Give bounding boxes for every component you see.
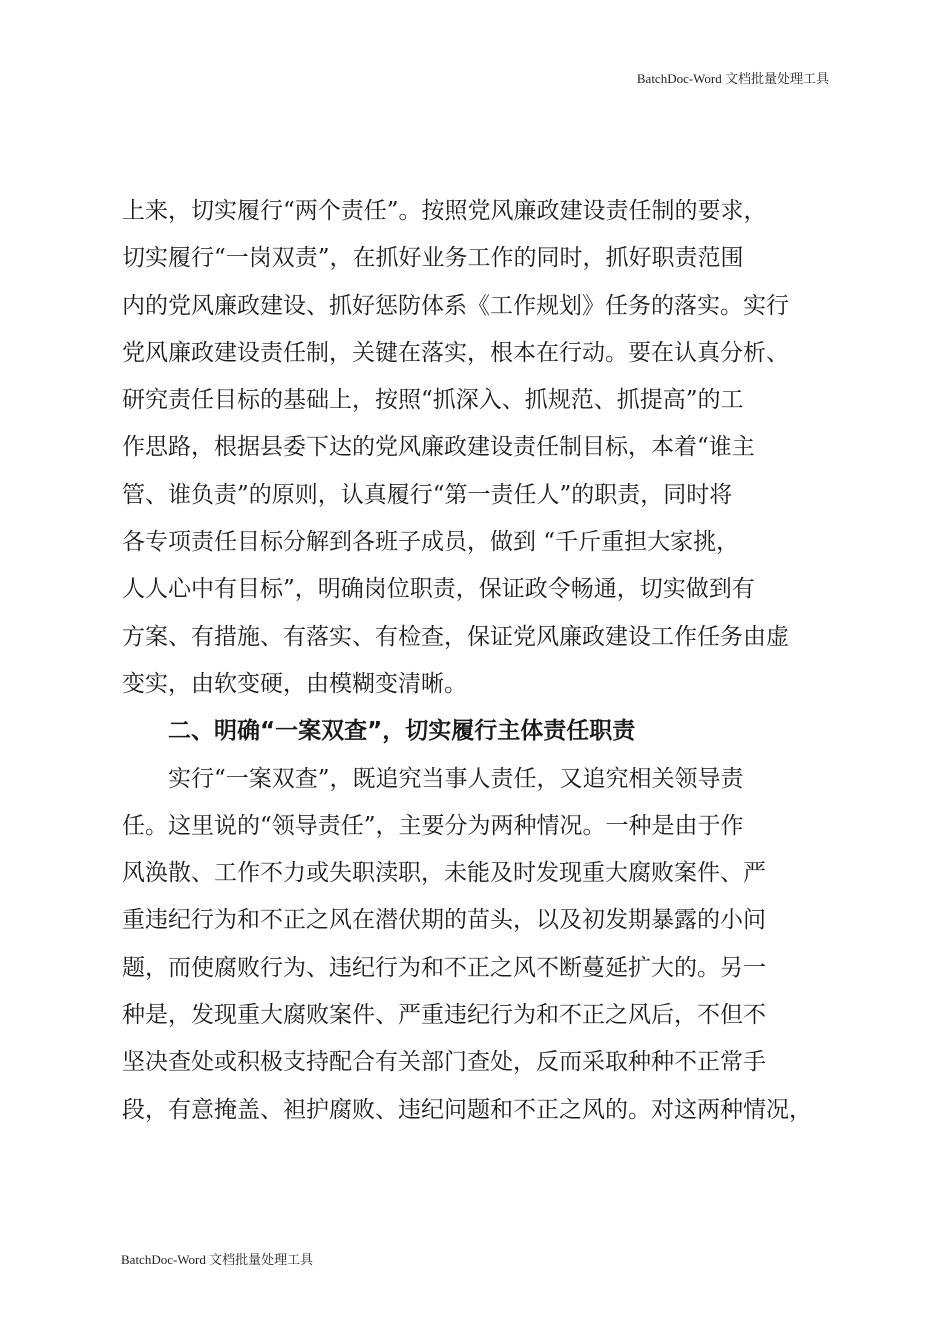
paragraph-line: 任。这里说的“领导责任”，主要分为两种情况。一种是由于作 xyxy=(122,812,744,839)
paragraph-line: 题，而使腐败行为、违纪行为和不正之风不断蔓延扩大的。另一 xyxy=(122,954,766,981)
paragraph-line: 段，有意掩盖、袒护腐败、违纪问题和不正之风的。对这两种情况， xyxy=(122,1096,812,1123)
paragraph-line: 方案、有措施、有落实、有检查，保证党风廉政建设工作任务由虚 xyxy=(122,623,789,650)
paragraph-line: 人人心中有目标”，明确岗位职责，保证政令畅通，切实做到有 xyxy=(122,576,755,603)
paragraph-line: 风涣散、工作不力或失职渎职，未能及时发现重大腐败案件、严 xyxy=(122,860,766,887)
paragraph-line: 研究责任目标的基础上，按照“抓深入、抓规范、抓提高”的工 xyxy=(122,387,744,414)
paragraph-line: 党风廉政建设责任制，关键在落实，根本在行动。要在认真分析、 xyxy=(122,339,789,366)
page-header: BatchDoc-Word 文档批量处理工具 xyxy=(636,71,829,86)
paragraph-line: 上来，切实履行“两个责任”。按照党风廉政建设责任制的要求， xyxy=(122,198,767,224)
paragraph-line: 管、谁负责”的原则，认真履行“第一责任人”的职责，同时将 xyxy=(122,481,733,508)
paragraph-line: 作思路，根据县委下达的党风廉政建设责任制目标，本着“谁主 xyxy=(122,434,755,461)
paragraph-line: 变实，由软变硬，由模糊变清晰。 xyxy=(122,670,467,697)
paragraph-line: 重违纪行为和不正之风在潜伏期的苗头，以及初发期暴露的小问 xyxy=(122,907,766,934)
paragraph-line: 坚决查处或积极支持配合有关部门查处，反而采取种种不正常手 xyxy=(122,1049,766,1076)
paragraph-line: 各专项责任目标分解到各班子成员，做到 “千斤重担大家挑， xyxy=(122,529,740,556)
paragraph-line: 实行“一案双查”，既追究当事人责任，又追究相关领导责 xyxy=(168,765,744,792)
paragraph-line: 种是，发现重大腐败案件、严重违纪行为和不正之风后，不但不 xyxy=(122,1002,766,1029)
paragraph-line: 内的党风廉政建设、抓好惩防体系《工作规划》任务的落实。实行 xyxy=(122,292,789,319)
section-heading: 二、明确“一案双查”，切实履行主体责任职责 xyxy=(168,718,636,745)
paragraph-line: 切实履行“一岗双责”，在抓好业务工作的同时，抓好职责范围 xyxy=(122,245,744,272)
document-body xyxy=(122,188,834,1134)
page-footer: BatchDoc-Word 文档批量处理工具 xyxy=(121,1252,314,1267)
